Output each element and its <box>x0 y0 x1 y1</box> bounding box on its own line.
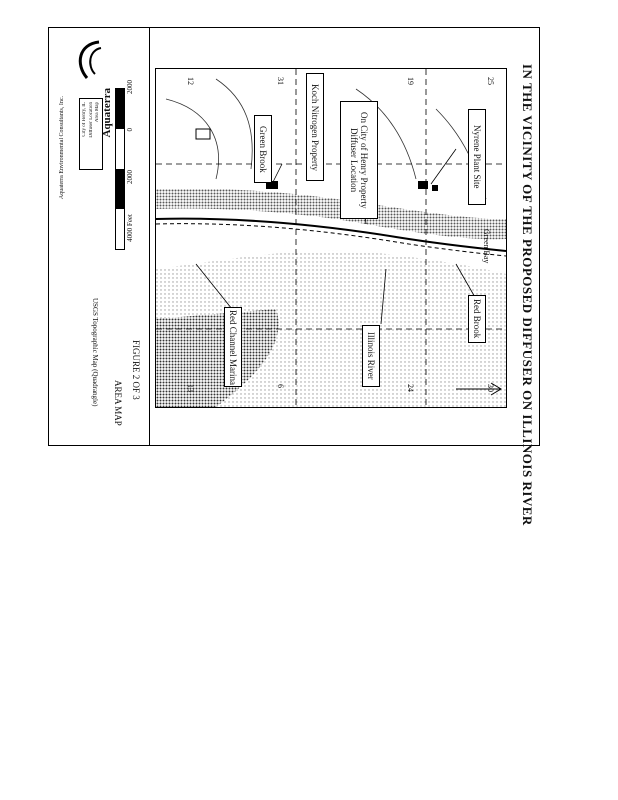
section-number: 12 <box>186 77 195 85</box>
main-title: IN THE VICINITY OF THE PROPOSED DIFFUSER ON ILLINOIS RIVER <box>520 64 535 526</box>
map-sheet <box>48 27 540 526</box>
section-number: 13 <box>186 384 195 392</box>
section-number: 24 <box>406 384 415 392</box>
title-block-line-2: Diffuser Location <box>89 102 94 138</box>
figure-number: FIGURE 2 OF 3 <box>131 340 141 400</box>
label-illinois-river: Illinois River <box>362 325 380 387</box>
scale-tick-1: 2000 <box>126 80 134 94</box>
topo-map-drawing <box>156 69 506 407</box>
title-block-line-3: Area Map <box>95 102 100 123</box>
label-koch-nitrogen-property: Koch Nitrogen Property <box>306 73 324 181</box>
topo-map <box>155 68 507 408</box>
label-nyrene-plant-site: Nyrene Plant Site <box>468 109 486 205</box>
figure-title: AREA MAP <box>113 380 123 426</box>
label-green-bay: Green Bay <box>482 229 491 264</box>
title-block-box <box>79 98 103 170</box>
scale-bar <box>115 88 125 250</box>
label-green-brook: Green Brook <box>254 115 272 183</box>
label-red-channel-marina: Red Channel Marina <box>224 307 242 387</box>
section-number: 25 <box>486 77 495 85</box>
scale-tick-4: 4000 Feet <box>126 214 134 242</box>
scale-tick-3: 2000 <box>126 170 134 184</box>
company-logo-icon <box>67 34 107 84</box>
section-number: 31 <box>276 77 285 85</box>
label-red-brook: Red Brook <box>468 295 486 343</box>
scale-tick-2: 0 <box>126 128 134 132</box>
prepared-by: Aquaterra Environmental Consultants, Inc. <box>59 96 65 200</box>
company-name: Aquaterra <box>101 88 113 138</box>
section-number: 19 <box>406 77 415 85</box>
label-diffuser-location: Diffuser Location On City of Henry Property <box>340 101 378 219</box>
source-note: USGS Topographic Map (Quadrangle) <box>91 298 99 407</box>
title-block-line-1: City of Henry, IL <box>82 102 87 137</box>
section-number: 6 <box>276 384 285 388</box>
section-number: 30 <box>486 384 495 392</box>
